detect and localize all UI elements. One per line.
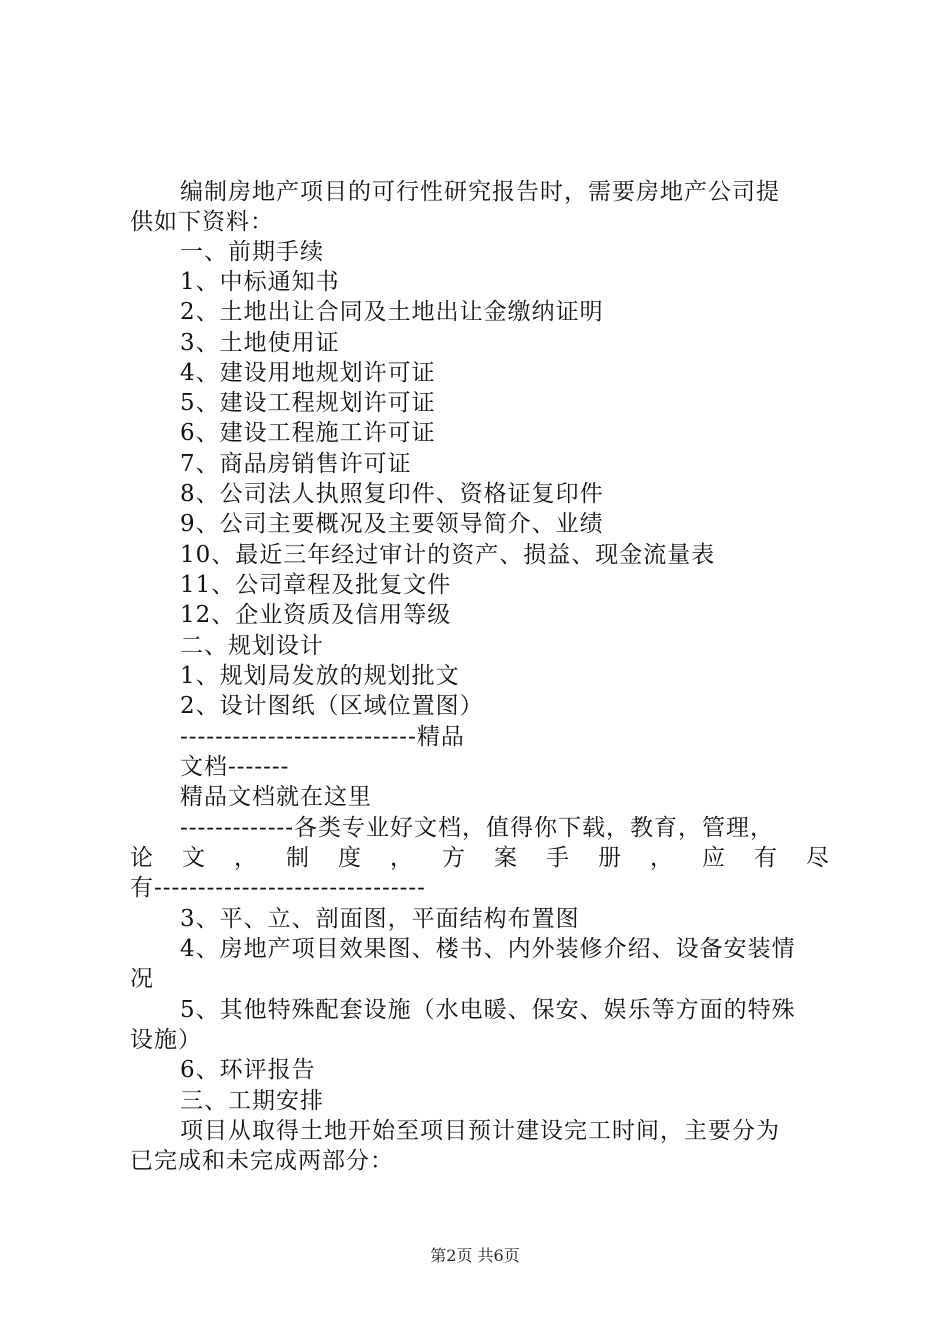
list-item: 1、中标通知书 bbox=[180, 269, 340, 295]
watermark-line-1: ---------------------------精品 bbox=[180, 724, 465, 750]
justified-char: 度 bbox=[338, 845, 362, 871]
justified-char: 有 bbox=[754, 845, 778, 871]
paragraph-intro-line-2: 供如下资料： bbox=[130, 209, 274, 235]
watermark-line-4: -------------各类专业好文档，值得你下载，教育，管理， bbox=[180, 815, 775, 841]
justified-char: 论 bbox=[130, 845, 154, 871]
list-item: 10、最近三年经过审计的资产、损益、现金流量表 bbox=[180, 542, 716, 568]
list-item: 4、建设用地规划许可证 bbox=[180, 360, 436, 386]
justified-char: 册 bbox=[598, 845, 622, 871]
list-item: 4、房地产项目效果图、楼书、内外装修介绍、设备安装情 bbox=[180, 936, 796, 962]
list-item: 12、企业资质及信用等级 bbox=[180, 602, 452, 628]
justified-char: 方 bbox=[442, 845, 466, 871]
list-item: 2、设计图纸（区域位置图） bbox=[180, 693, 484, 719]
section-heading-preliminary: 一、前期手续 bbox=[180, 239, 324, 265]
section-heading-planning: 二、规划设计 bbox=[180, 633, 324, 659]
list-item: 9、公司主要概况及主要领导简介、业绩 bbox=[180, 511, 604, 537]
list-item-continuation: 况 bbox=[130, 966, 154, 992]
list-item: 7、商品房销售许可证 bbox=[180, 451, 412, 477]
page-number-footer: 第2页 共6页 bbox=[430, 1246, 520, 1265]
justified-char: ， bbox=[650, 845, 674, 871]
list-item: 6、建设工程施工许可证 bbox=[180, 420, 436, 446]
watermark-line-3: 精品文档就在这里 bbox=[180, 784, 372, 810]
justified-char: ， bbox=[390, 845, 414, 871]
section-heading-schedule: 三、工期安排 bbox=[180, 1088, 324, 1114]
list-item: 5、其他特殊配套设施（水电暖、保安、娱乐等方面的特殊 bbox=[180, 997, 796, 1023]
list-item-continuation: 设施） bbox=[130, 1027, 202, 1053]
paragraph-schedule-line-1: 项目从取得土地开始至项目预计建设完工时间，主要分为 bbox=[180, 1118, 780, 1144]
justified-char: 应 bbox=[702, 845, 726, 871]
list-item: 11、公司章程及批复文件 bbox=[180, 572, 452, 598]
watermark-line-5 bbox=[130, 843, 830, 873]
justified-char: 手 bbox=[546, 845, 570, 871]
paragraph-intro-line-1: 编制房地产项目的可行性研究报告时，需要房地产公司提 bbox=[180, 179, 780, 205]
watermark-line-6: 有------------------------------- bbox=[130, 875, 426, 901]
paragraph-schedule-line-2: 已完成和未完成两部分： bbox=[130, 1148, 394, 1174]
watermark-line-2: 文档------- bbox=[180, 754, 290, 780]
justified-char: 文 bbox=[182, 845, 206, 871]
list-item: 3、平、立、剖面图，平面结构布置图 bbox=[180, 906, 580, 932]
list-item: 5、建设工程规划许可证 bbox=[180, 390, 436, 416]
justified-char: ， bbox=[234, 845, 258, 871]
list-item: 2、土地出让合同及土地出让金缴纳证明 bbox=[180, 299, 604, 325]
justified-char: 制 bbox=[286, 845, 310, 871]
list-item: 6、环评报告 bbox=[180, 1057, 316, 1083]
list-item: 1、规划局发放的规划批文 bbox=[180, 663, 460, 689]
list-item: 8、公司法人执照复印件、资格证复印件 bbox=[180, 481, 604, 507]
list-item: 3、土地使用证 bbox=[180, 330, 340, 356]
justified-char: 案 bbox=[494, 845, 518, 871]
justified-char: 尽 bbox=[806, 845, 830, 871]
